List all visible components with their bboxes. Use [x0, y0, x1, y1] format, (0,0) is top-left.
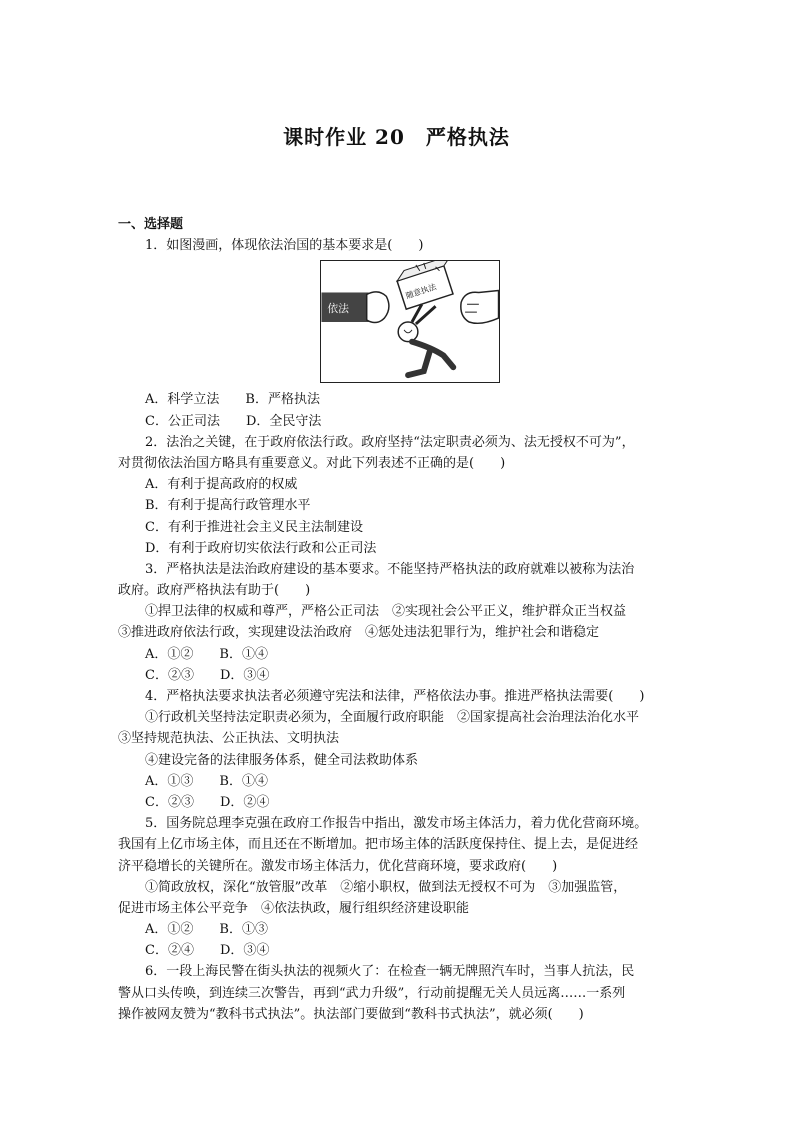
- section-heading: 一、选择题: [118, 217, 184, 232]
- q3-items-line1: ①捍卫法律的权威和尊严，严格公正司法 ②实现社会公平正义，维护群众正当权益: [145, 604, 627, 620]
- q3-stem-line2: 政府。政府严格执法有助于( ): [118, 583, 311, 599]
- q4-options-row1: A．①③ B．①④: [145, 773, 268, 789]
- q4-items-line3: ④建设完备的法律服务体系，健全司法救助体系: [145, 752, 419, 768]
- q5-items-line1: ①简政放权，深化“放管服”改革 ②缩小职权，做到法无授权不可为 ③加强监管，: [145, 879, 627, 895]
- q5-stem-line3: 济平稳增长的关键所在。激发市场主体活力，优化营商环境，要求政府( ): [118, 858, 558, 874]
- page-title: 课时作业 20 严格执法: [283, 125, 510, 149]
- q1-options-row1: A．科学立法 B．严格执法: [145, 392, 320, 408]
- q1-stem: 1．如图漫画，体现依法治国的基本要求是( ): [145, 238, 424, 254]
- q1-options-row2: C．公正司法 D．全民守法: [145, 413, 322, 429]
- q5-options-row1: A．①② B．①③: [145, 922, 268, 938]
- q6-stem-line1: 6．一段上海民警在街头执法的视频火了：在检查一辆无牌照汽车时，当事人抗法，民: [145, 964, 635, 980]
- q3-stem-line1: 3．严格执法是法治政府建设的基本要求。不能坚持严格执法的政府就难以被称为法治: [145, 561, 635, 577]
- q2-option-c: C．有利于推进社会主义民主法制建设: [145, 519, 363, 535]
- q2-option-a: A．有利于提高政府的权威: [145, 477, 298, 493]
- cartoon-label-left: 依法: [327, 302, 350, 316]
- cartoon-image: [320, 260, 500, 383]
- q4-items-line1: ①行政机关坚持法定职责必须为，全面履行政府职能 ②国家提高社会治理法治化水平: [145, 710, 640, 726]
- q5-stem-line1: 5．国务院总理李克强在政府工作报告中指出，激发市场主体活力，着力优化营商环境。: [145, 816, 648, 832]
- q5-items-line2: 促进市场主体公平竞争 ④依法执政，履行组织经济建设职能: [118, 900, 470, 916]
- q2-stem-line1: 2．法治之关键，在于政府依法行政。政府坚持“法定职责必须为、法无授权不可为”，: [145, 434, 635, 450]
- q4-options-row2: C．②③ D．②④: [145, 794, 270, 810]
- q4-stem: 4．严格执法要求执法者必须遵守宪法和法律，严格依法办事。推进严格执法需要( ): [145, 689, 645, 704]
- q5-options-row2: C．②④ D．③④: [145, 943, 270, 959]
- q4-items-line2: ③坚持规范执法、公正执法、文明执法: [118, 731, 340, 747]
- q5-stem-line2: 我国有上亿市场主体，而且还在不断增加。把市场主体的活跃度保持住、提上去，是促进经: [118, 837, 639, 853]
- q3-options-row2: C．②③ D．③④: [145, 667, 270, 683]
- q6-stem-line3: 操作被网友赞为“教科书式执法”。执法部门要做到“教科书式执法”，就必须( ): [118, 1006, 584, 1022]
- q2-stem-line2: 对贯彻依法治国方略具有重要意义。对此下列表述不正确的是( ): [118, 455, 506, 471]
- figure-head: [398, 322, 418, 342]
- worksheet-body: [118, 214, 676, 1025]
- right-fist: [461, 291, 499, 324]
- q3-items-line2: ③推进政府依法行政，实现建设法治政府 ④惩处违法犯罪行为，维护社会和谐稳定: [118, 625, 600, 641]
- q2-option-d: D．有利于政府切实依法行政和公正司法: [145, 540, 377, 556]
- q2-option-b: B．有利于提高行政管理水平: [145, 498, 311, 514]
- cartoon-label-box: 随意执法: [404, 282, 438, 301]
- q6-stem-line2: 警从口头传唤，到连续三次警告，再到“武力升级”，行动前提醒无关人员远离……一系列: [118, 985, 626, 1001]
- q3-options-row1: A．①② B．①④: [145, 646, 268, 662]
